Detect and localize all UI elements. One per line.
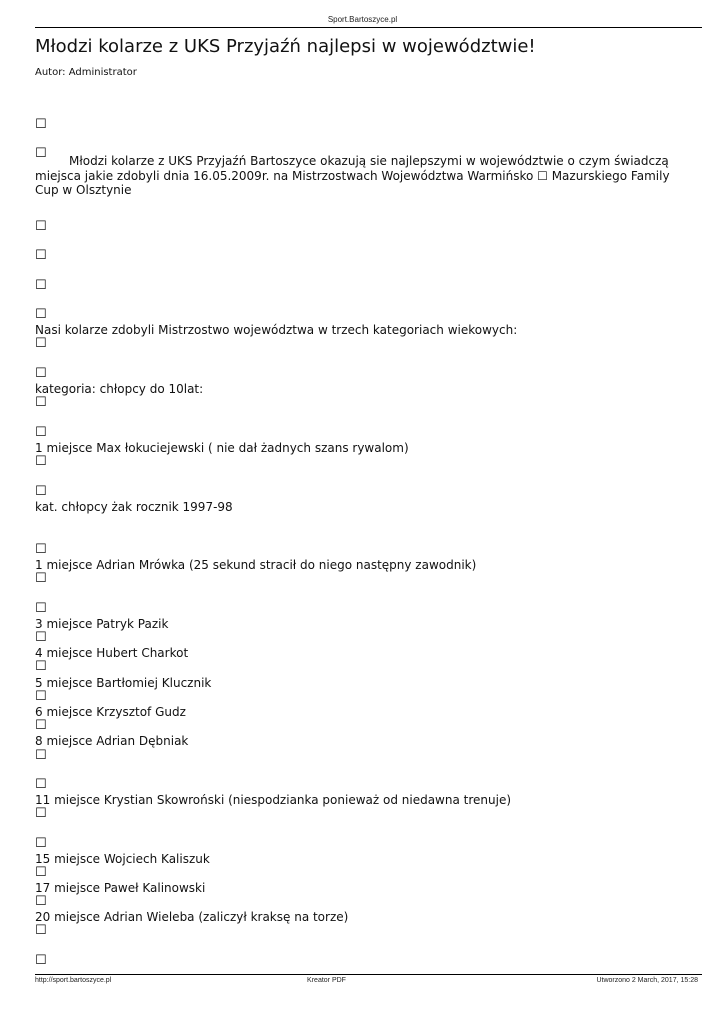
placeholder-box: ☐: [35, 806, 47, 821]
placeholder-box: ☐: [35, 748, 47, 763]
footer-url: http://sport.bartoszyce.pl: [35, 977, 112, 984]
placeholder-box: ☐: [35, 248, 47, 263]
text-line: 11 miejsce Krystian Skowroński (niespodzianka ponieważ od niedawna trenuje): [35, 793, 512, 807]
text-line: 1 miejsce Adrian Mrówka (25 sekund stracił do niego następny zawodnik): [35, 558, 477, 572]
intro-paragraph: Młodzi kolarze z UKS Przyjaźń Bartoszyce okazują sie najlepszymi w województwie o czym świadczą miejsca jakie zdobyli dnia 16.05.2009r. na Mistrzostwach Województwa Warmińsko ☐ Mazurskiego Family Cup w Olsztynie: [35, 154, 670, 197]
text-line: 20 miejsce Adrian Wieleba (zaliczył kraksę na torze): [35, 910, 349, 924]
text-line: 15 miejsce Wojciech Kaliszuk: [35, 852, 210, 866]
text-line: 3 miejsce Patryk Pazik: [35, 617, 169, 631]
footer-generator: Kreator PDF: [307, 977, 346, 984]
placeholder-box: ☐: [35, 425, 47, 440]
placeholder-box: ☐: [35, 659, 47, 674]
placeholder-box: ☐: [35, 278, 47, 293]
placeholder-box: ☐: [35, 777, 47, 792]
placeholder-box: ☐: [35, 894, 47, 909]
text-line: 4 miejsce Hubert Charkot: [35, 646, 189, 660]
placeholder-box: ☐: [35, 953, 47, 968]
placeholder-box: ☐: [35, 146, 47, 161]
placeholder-box: ☐: [35, 117, 47, 132]
placeholder-box: ☐: [35, 542, 47, 557]
footer-created: Utworzono 2 March, 2017, 15:28: [596, 977, 698, 984]
text-line: 5 miejsce Bartłomiej Klucznik: [35, 676, 212, 690]
placeholder-box: ☐: [35, 219, 47, 234]
footer-rule: [35, 974, 702, 975]
text-line: Nasi kolarze zdobyli Mistrzostwo województwa w trzech kategoriach wiekowych:: [35, 323, 518, 337]
placeholder-box: ☐: [35, 307, 47, 322]
placeholder-box: ☐: [35, 601, 47, 616]
text-line: kat. chłopcy żak rocznik 1997-98: [35, 500, 233, 514]
placeholder-box: ☐: [35, 923, 47, 938]
placeholder-box: ☐: [35, 836, 47, 851]
placeholder-box: ☐: [35, 395, 47, 410]
text-line: 17 miejsce Paweł Kalinowski: [35, 881, 206, 895]
header-rule: [35, 27, 702, 28]
article-title: Młodzi kolarze z UKS Przyjaźń najlepsi w województwie!: [35, 36, 536, 57]
site-header: Sport.Bartoszyce.pl: [327, 15, 398, 24]
placeholder-box: ☐: [35, 689, 47, 704]
text-line: 6 miejsce Krzysztof Gudz: [35, 705, 186, 719]
placeholder-box: ☐: [35, 336, 47, 351]
placeholder-box: ☐: [35, 484, 47, 499]
text-line: kategoria: chłopcy do 10lat:: [35, 382, 204, 396]
placeholder-box: ☐: [35, 718, 47, 733]
placeholder-box: ☐: [35, 366, 47, 381]
placeholder-box: ☐: [35, 630, 47, 645]
text-line: 8 miejsce Adrian Dębniak: [35, 734, 189, 748]
placeholder-box: ☐: [35, 865, 47, 880]
placeholder-box: ☐: [35, 571, 47, 586]
article-author: Autor: Administrator: [35, 67, 137, 78]
placeholder-box: ☐: [35, 454, 47, 469]
text-line: 1 miejsce Max łokuciejewski ( nie dał żadnych szans rywalom): [35, 441, 409, 455]
